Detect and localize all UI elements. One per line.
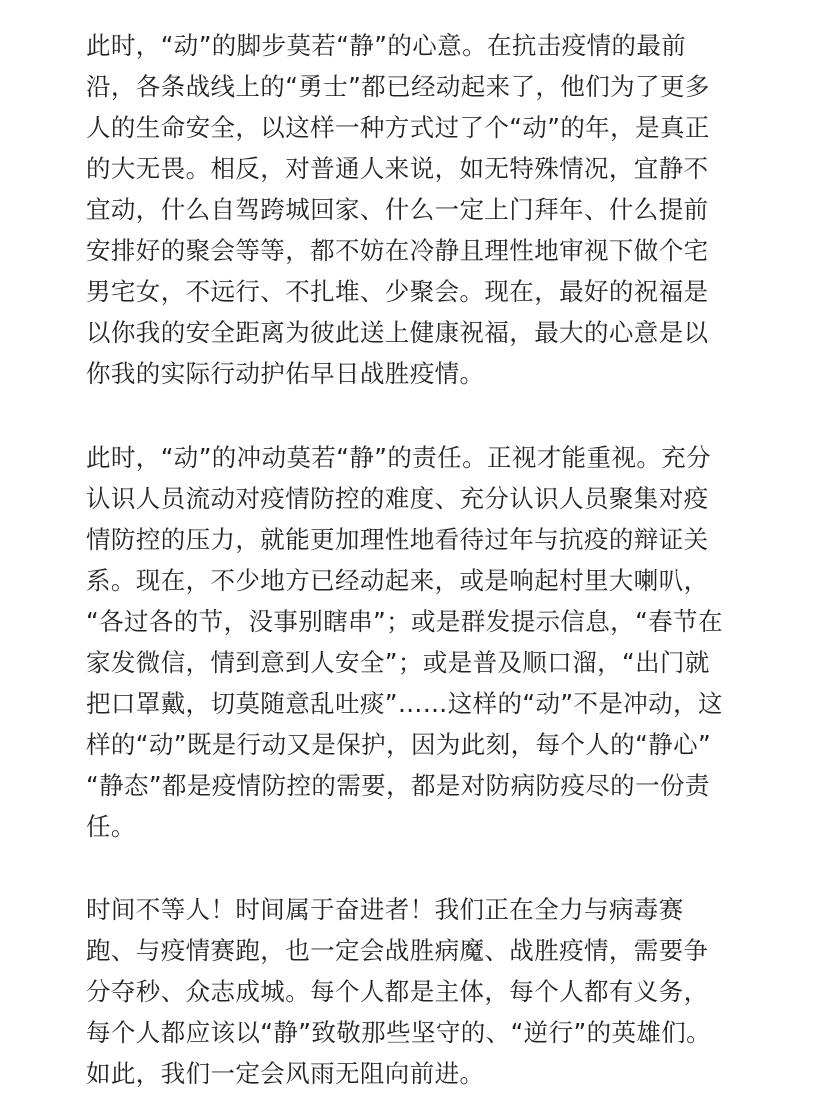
paragraph-line: 分夺秒、众志成城。每个人都是主体，每个人都有义务， bbox=[86, 977, 709, 1006]
paragraph-line: 系。现在，不少地方已经动起来，或是响起村里大喇叭， bbox=[86, 566, 709, 595]
paragraph-line: 此时，“动”的脚步莫若“静”的心意。在抗击疫情的最前 bbox=[86, 31, 687, 60]
paragraph-line: 人的生命安全，以这样一种方式过了个“动”的年，是真正 bbox=[86, 113, 710, 142]
paragraph-line: 宜动，什么自驾跨城回家、什么一定上门拜年、什么提前 bbox=[86, 195, 709, 224]
paragraph-line: 以你我的安全距离为彼此送上健康祝福，最大的心意是以 bbox=[86, 318, 709, 347]
paragraph-line: 男宅女，不远行、不扎堆、少聚会。现在，最好的祝福是 bbox=[86, 277, 709, 306]
paragraph-line: “各过各的节，没事别瞎串”；或是群发提示信息，“春节在 bbox=[86, 607, 723, 636]
paragraph-line: 的大无畏。相反，对普通人来说，如无特殊情况，宜静不 bbox=[86, 154, 709, 183]
paragraph-line: 认识人员流动对疫情防控的难度、充分认识人员聚集对疫 bbox=[86, 484, 709, 513]
paragraph-line: 任。 bbox=[86, 812, 136, 841]
paragraph-line: 每个人都应该以“静”致敬那些坚守的、“逆行”的英雄们。 bbox=[86, 1018, 712, 1047]
paragraph-3 bbox=[86, 889, 766, 1094]
paragraph-line: 样的“动”既是行动又是保护，因为此刻，每个人的“静心” bbox=[86, 730, 712, 759]
paragraph-line: 如此，我们一定会风雨无阻向前进。 bbox=[86, 1059, 485, 1088]
paragraph-line: 此时，“动”的冲动莫若“静”的责任。正视才能重视。充分 bbox=[86, 443, 712, 472]
paragraph-line: 沿，各条战线上的“勇士”都已经动起来了，他们为了更多 bbox=[86, 72, 710, 101]
paragraph-line: 把口罩戴，切莫随意乱吐痰”……这样的“动”不是冲动，这 bbox=[86, 689, 723, 718]
paragraph-line: 家发微信，情到意到人安全”；或是普及顺口溜，“出门就 bbox=[86, 648, 710, 677]
paragraph-line: “静态”都是疫情防控的需要，都是对防病防疫尽的一份责 bbox=[86, 771, 710, 800]
paragraph-line: 情防控的压力，就能更加理性地看待过年与抗疫的辩证关 bbox=[86, 525, 709, 554]
paragraph-2 bbox=[86, 437, 766, 847]
paragraph-line: 你我的实际行动护佑早日战胜疫情。 bbox=[86, 359, 485, 388]
paragraph-1 bbox=[86, 25, 766, 394]
paragraph-line: 跑、与疫情赛跑，也一定会战胜病魔、战胜疫情，需要争 bbox=[86, 936, 709, 965]
paragraph-line: 时间不等人！时间属于奋进者！我们正在全力与病毒赛 bbox=[86, 895, 684, 924]
paragraph-line: 安排好的聚会等等，都不妨在冷静且理性地审视下做个宅 bbox=[86, 236, 709, 265]
